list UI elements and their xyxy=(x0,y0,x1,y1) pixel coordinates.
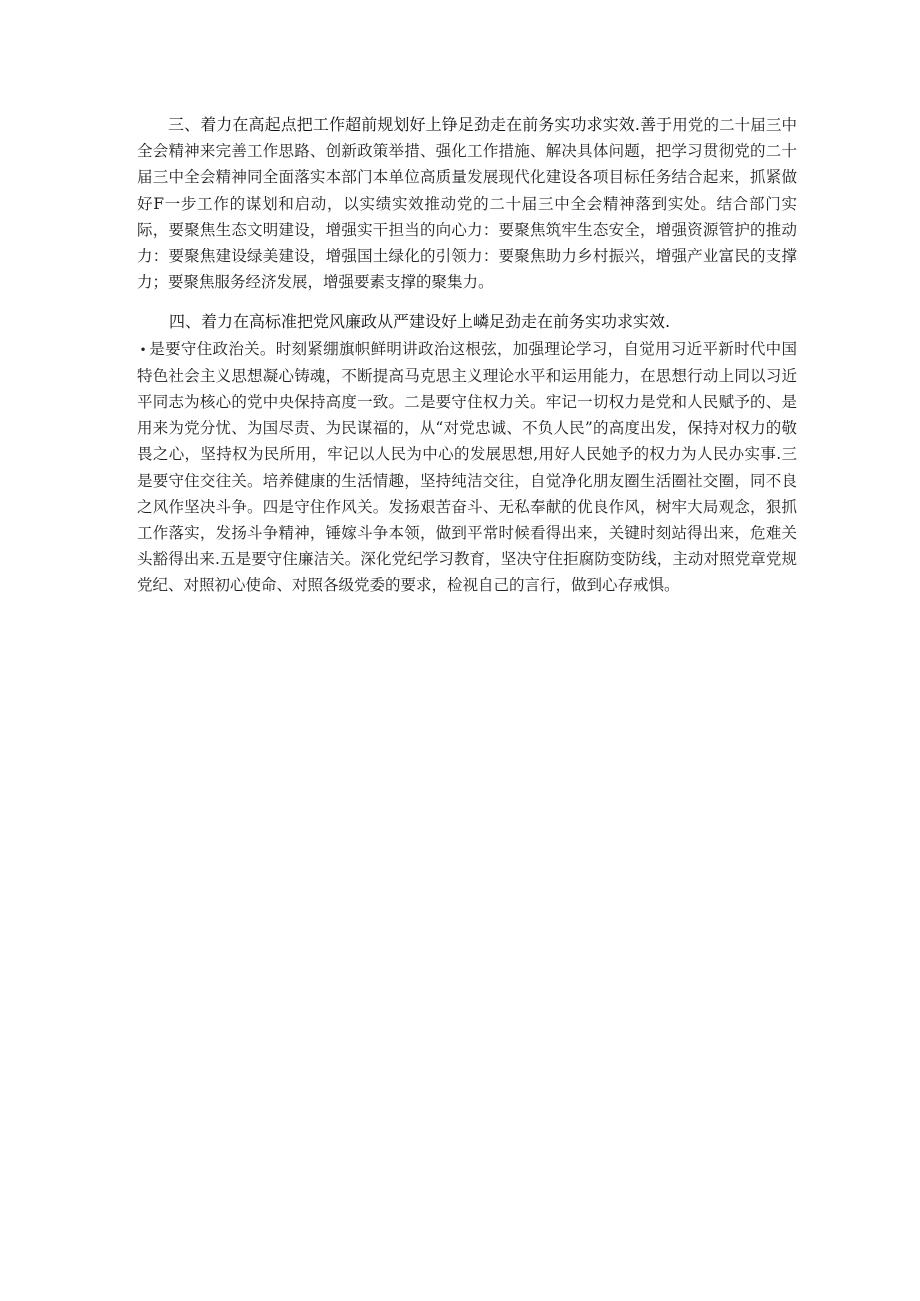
section-4-body: 是要守住政治关。时刻紧绷旗帜鲜明讲政治这根弦，加强理论学习，自觉用习近平新时代中国特色社会主义思想凝心铸魂，不断提高马克思主义理论水平和运用能力，在思想行动上同以习近平同志为核心的党中央保持高度一致。二是要守住权力关。牢记一切权力是党和人民赋予的、是用来为党分忧、为国尽责、为民谋福的，从“对党忠诚、不负人民”的高度出发，保持对权力的敬畏之心，坚持权为民所用，牢记以人民为中心的发展思想,用好人民她予的权力为人民办实事.三是要守住交往关。培养健康的生活情趣，坚持纯洁交往，自觉净化朋友圈生活圈社交圈，同不良之风作坚决斗争。四是守住作风关。发扬艰苦奋斗、无私奉献的优良作风，树牢大局观念，狠抓工作落实，发扬斗争精神，锤嫁斗争本领，做到平常时候看得出来，关键时刻站得出来，危难关头豁得出来.五是要守住廉洁关。深化党纪学习教育，坚决守住拒腐防变防线，主动对照党章党规党纪、对照初心使命、对照各级党委的要求，检视自己的言行，做到心存戒惧。 xyxy=(137,339,797,595)
section-4-body-block xyxy=(137,336,797,599)
section-3-paragraph xyxy=(137,112,797,295)
bullet-icon: • xyxy=(139,342,147,357)
section-3-body: 用党的二十届三中全会精神来完善工作思路、创新政策举措、强化工作措施、解决具体问题，把学习贯彻党的二十届三中全会精神同全面落实本部门本单位高质量发展现代化建设各项目标任务结合起来，抓紧做好F一步工作的谋划和启动，以实绩实效推动党的二十届三中全会精神落到实处。结合部门实际，要聚焦生态文明建设，增强实干担当的向心力：要聚焦筑牢生态安全，增强资源管护的推动力：要聚焦建设绿美建设，增强国土绿化的引领力：要聚焦助力乡村振兴，增强产业富民的支撑力；要聚焦服务经济发展，增强要素支撑的聚集力。 xyxy=(137,116,797,292)
document-page xyxy=(137,112,797,599)
section-4-heading: 四、着力在高标准把党风廉政从严建设好上嶙足劲走在前务实功求实效. xyxy=(169,312,671,332)
section-4-paragraph xyxy=(137,309,797,598)
section-3-heading: 三、着力在高起点把工作超前规划好上铮足劲走在前务实功求实效.善于 xyxy=(168,115,673,134)
